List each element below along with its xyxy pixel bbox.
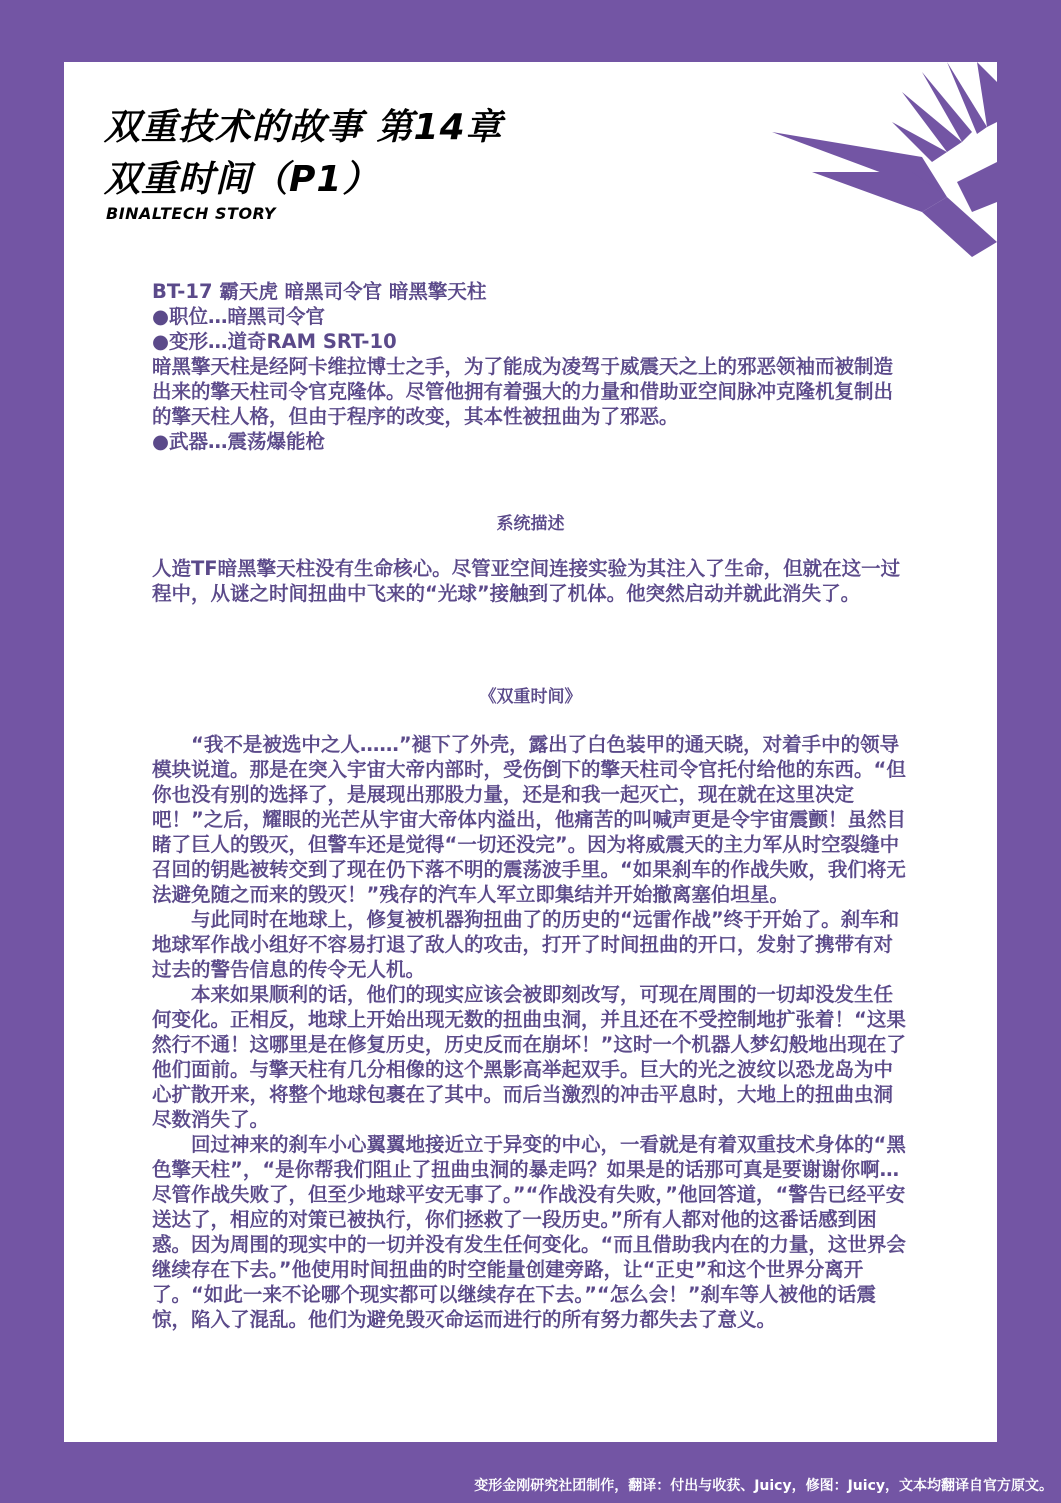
page-sheet [64, 62, 997, 1442]
story-paragraph: “我不是被选中之人……”褪下了外壳，露出了白色装甲的通天晓，对着手中的领导模块说道。那是在突入宇宙大帝内部时，受伤倒下的擎天柱司令官托付给他的东西。“但你也没有别的选择了，是展现出那股力量，还是和我一起灭亡，现在就在这里决定吧！”之后，耀眼的光芒从宇宙大帝体内溢出，他痛苦的叫喊声更是令宇宙震颤！虽然目睹了巨人的毁灭，但警车还是觉得“一切还没完”。因为将威震天的主力军从时空裂缝中召回的钥匙被转交到了现在仍下落不明的震荡波手里。“如果刹车的作战失败，我们将无法避免随之而来的毁灭！”残存的汽车人军立即集结并开始撤离塞伯坦星。 [152, 733, 906, 906]
spec-description: 暗黑擎天柱是经阿卡维拉博士之手，为了能成为凌驾于威震天之上的邪恶领袖而被制造出来的擎天柱司令官克隆体。尽管他拥有着强大的力量和借助亚空间脉冲克隆机复制出的擎天柱人格，但由于程序的改变，其本性被扭曲为了邪恶。 [152, 355, 894, 428]
spec-name: BT-17 霸天虎 暗黑司令官 暗黑擎天柱 [152, 280, 487, 303]
decepticon-emblem-icon [772, 62, 997, 257]
page-title [104, 102, 503, 206]
story-paragraph: 本来如果顺利的话，他们的现实应该会被即刻改写，可现在周围的一切却没发生任何变化。正相反，地球上开始出现无数的扭曲虫洞，并且还在不受控制地扩张着！“这果然行不通！这哪里是在修复历史，历史反而在崩坏！”这时一个机器人梦幻般地出现在了他们面前。与擎天柱有几分相像的这个黑影高举起双手。巨大的光之波纹以恐龙岛为中心扩散开来，将整个地球包裹在了其中。而后当激烈的冲击平息时，大地上的扭曲虫洞尽数消失了。 [152, 983, 906, 1131]
page-subtitle: BINALTECH STORY [106, 204, 276, 223]
story-body [152, 732, 909, 1332]
title-line-1: 双重技术的故事 第14章 [104, 107, 503, 148]
spec-transform: ●变形…道奇RAM SRT-10 [152, 330, 397, 353]
title-line-2: 双重时间（P1） [104, 159, 380, 200]
spec-position: ●职位…暗黑司令官 [152, 305, 326, 328]
spec-weapon: ●武器…震荡爆能枪 [152, 430, 326, 453]
system-heading: 系统描述 [496, 514, 565, 534]
story-paragraph: 与此同时在地球上，修复被机器狗扭曲了的历史的“远雷作战”终于开始了。刹车和地球军作战小组好不容易打退了敌人的攻击，打开了时间扭曲的开口，发射了携带有对过去的警告信息的传令无人机。 [152, 908, 900, 981]
footer-credits: 变形金刚研究社团制作，翻译：付出与收获、Juicy，修图：Juicy，文本均翻译自官方原文。 [474, 1478, 1053, 1494]
story-paragraph: 回过神来的刹车小心翼翼地接近立于异变的中心，一看就是有着双重技术身体的“黑色擎天柱”，“是你帮我们阻止了扭曲虫洞的暴走吗？如果是的话那可真是要谢谢你啊…尽管作战失败了，但至少地球平安无事了。”“作战没有失败，”他回答道，“警告已经平安送达了，相应的对策已被执行，你们拯救了一段历史。”所有人都对他的这番话感到困惑。因为周围的现实中的一切并没有发生任何变化。“而且借助我内在的力量，这世界会继续存在下去。”他使用时间扭曲的时空能量创建旁路，让“正史”和这个世界分离开了。“如此一来不论哪个现实都可以继续存在下去。”“怎么会！”刹车等人被他的话震惊，陷入了混乱。他们为避免毁灭命运而进行的所有努力都失去了意义。 [152, 1133, 906, 1331]
story-heading: 《双重时间》 [479, 687, 582, 707]
system-description: 人造TF暗黑擎天柱没有生命核心。尽管亚空间连接实验为其注入了生命，但就在这一过程中，从谜之时间扭曲中飞来的“光球”接触到了机体。他突然启动并就此消失了。 [152, 557, 901, 605]
character-spec [152, 279, 909, 454]
